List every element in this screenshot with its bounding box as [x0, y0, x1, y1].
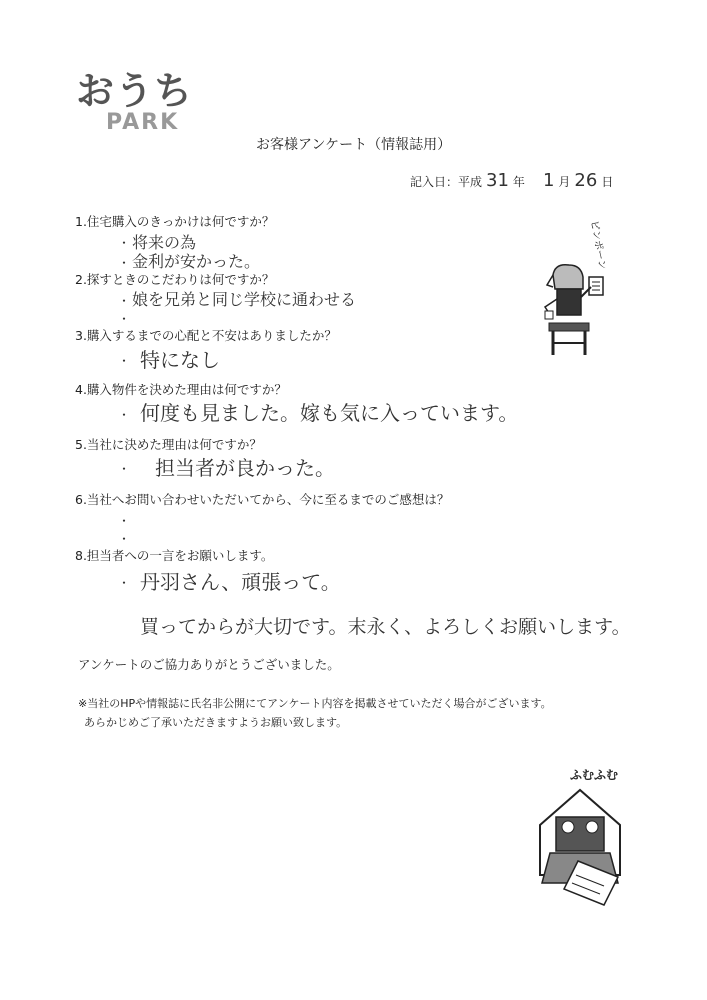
answer-8-2: 買ってからが大切です。末永く、よろしくお願いします。	[140, 616, 631, 638]
logo	[72, 60, 212, 150]
date-label: 記入日：平成	[410, 175, 483, 189]
date-field	[410, 170, 613, 191]
answer-bullet: ・	[118, 354, 131, 368]
answer-bullet: ・	[118, 236, 131, 250]
question-5: 5.当社に決めた理由は何ですか？	[75, 437, 262, 452]
disclaimer-line-2: あらかじめご了承いただきますようお願い致します。	[84, 716, 348, 729]
date-month: 1	[542, 170, 555, 191]
date-day-unit: 日	[601, 175, 614, 189]
logo-main-text: おうち	[76, 69, 194, 113]
answer-bullet: ・	[118, 256, 131, 270]
char1-caption: ピンポーン	[588, 219, 608, 271]
question-8: 8.担当者への一言をお願いします。	[75, 548, 274, 563]
answer-bullet: ・	[118, 532, 131, 546]
dog-doorbell-drawing	[535, 215, 620, 365]
char2-caption: ふむふむ	[570, 768, 619, 782]
answer-bullet: ・	[118, 462, 131, 476]
date-month-unit: 月	[558, 175, 571, 189]
question-3: 3.購入するまでの心配と不安はありましたか？	[75, 328, 337, 343]
answer-1-2: 金利が安かった。	[132, 252, 261, 271]
answer-5-1: 担当者が良かった。	[155, 456, 335, 480]
question-2: 2.探すときのこだわりは何ですか？	[75, 272, 275, 287]
question-6: 6.当社へお問い合わせいただいてから、今に至るまでのご感想は？	[75, 492, 450, 507]
date-year: 31	[486, 170, 509, 191]
date-year-unit: 年	[512, 175, 525, 189]
answer-2-1: 娘を兄弟と同じ学校に通わせる	[132, 290, 357, 309]
answer-3-1: 特になし	[140, 348, 220, 372]
date-day: 26	[574, 170, 598, 191]
answer-bullet: ・	[118, 514, 131, 528]
answer-bullet: ・	[118, 408, 131, 422]
page-title: お客様アンケート（情報誌用）	[256, 137, 452, 153]
answer-8-1: 丹羽さん、頑張って。	[140, 570, 341, 594]
question-4: 4.購入物件を決めた理由は何ですか？	[75, 382, 287, 397]
dog-doorbell-illustration	[535, 215, 620, 365]
answer-bullet: ・	[118, 312, 131, 326]
question-1: 1.住宅購入のきっかけは何ですか？	[75, 214, 275, 229]
answer-bullet: ・	[118, 576, 131, 590]
logo-sub-text: PARK	[106, 110, 180, 135]
answer-4-1: 何度も見ました。嫁も気に入っています。	[140, 401, 519, 425]
closing-message: アンケートのご協力ありがとうございました。	[78, 657, 340, 672]
house-character-drawing	[520, 765, 640, 915]
house-character-illustration	[520, 765, 640, 915]
answer-1-1: 将来の為	[132, 233, 197, 252]
disclaimer-line-1: ※当社のHPや情報誌に氏名非公開にてアンケート内容を掲載させていただく場合がございます。	[78, 697, 552, 710]
answer-bullet: ・	[118, 294, 131, 308]
